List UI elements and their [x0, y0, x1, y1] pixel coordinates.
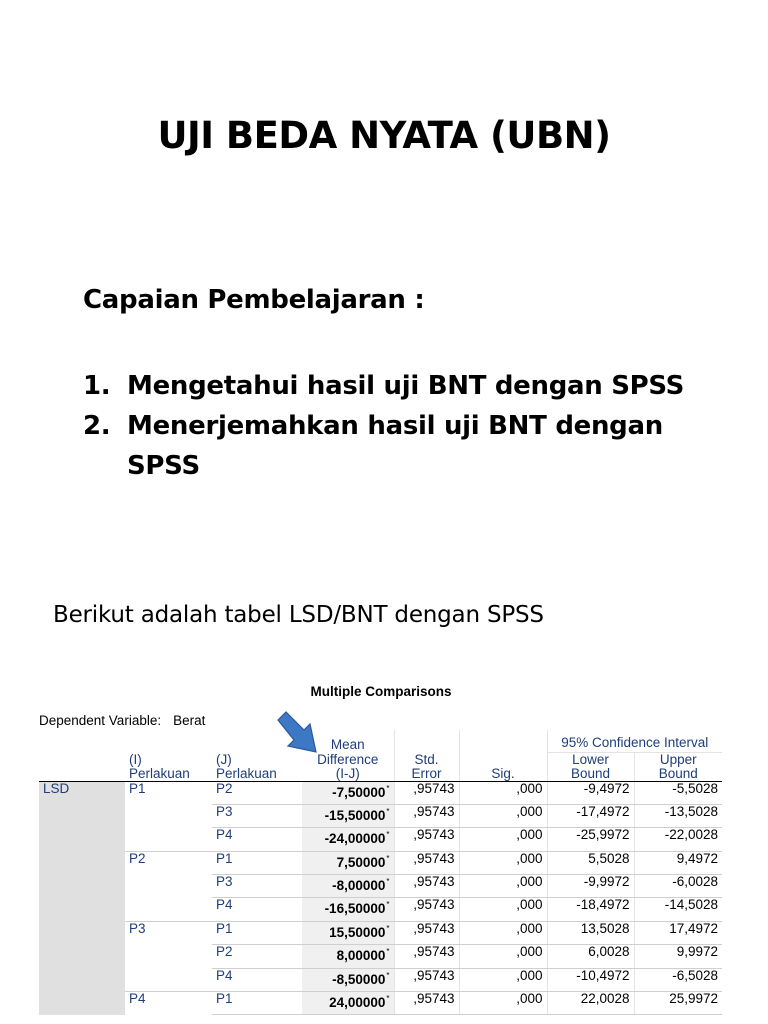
- table-row: [39, 781, 722, 804]
- table-title: [0, 684, 768, 699]
- perlakuan-j-cell: [212, 921, 302, 944]
- header-cell: [39, 730, 125, 752]
- header-j-2: Perlakuan: [212, 767, 302, 782]
- header-cell: [39, 767, 125, 782]
- mean-difference-cell-value: -8,50000: [332, 971, 386, 987]
- table-row: [39, 968, 722, 991]
- significance-marker: *: [386, 830, 390, 840]
- sig-cell: [459, 968, 547, 991]
- lower-bound-cell: [547, 851, 634, 874]
- upper-bound-cell-value: -13,5028: [664, 804, 718, 819]
- sig-cell: [459, 875, 547, 898]
- sig-cell-value: ,000: [516, 968, 543, 983]
- lower-bound-cell: [547, 921, 634, 944]
- upper-bound-cell: [634, 781, 722, 804]
- header-confidence-interval: 95% Confidence Interval: [547, 730, 722, 752]
- significance-marker: *: [386, 900, 390, 910]
- std-error-cell-value: ,95743: [413, 851, 455, 866]
- lower-bound-cell: [547, 804, 634, 827]
- sig-cell-value: ,000: [516, 991, 543, 1007]
- significance-marker: *: [386, 923, 390, 933]
- table-row: [39, 992, 722, 1015]
- upper-bound-cell: [634, 828, 722, 851]
- lower-bound-cell-value: 22,0028: [580, 991, 630, 1007]
- header-i-1: (I): [129, 752, 142, 767]
- sig-cell: [459, 898, 547, 921]
- method-cell: [39, 875, 125, 898]
- lower-bound-cell: [547, 875, 634, 898]
- std-error-cell-value: ,95743: [413, 991, 455, 1007]
- sig-cell: [459, 945, 547, 968]
- upper-bound-cell-value: -6,0028: [672, 874, 718, 890]
- upper-bound-cell-value: -22,0028: [664, 827, 718, 843]
- lower-bound-cell: [547, 945, 634, 968]
- sig-cell-value: ,000: [516, 851, 543, 866]
- perlakuan-j-cell-value: P1: [216, 921, 233, 936]
- dependent-variable-label: Dependent Variable:: [39, 713, 162, 728]
- perlakuan-j-cell: [212, 992, 302, 1015]
- upper-bound-cell: [634, 851, 722, 874]
- perlakuan-j-cell-value: P4: [216, 827, 233, 843]
- perlakuan-j-cell: [212, 875, 302, 898]
- header-cell: [212, 730, 302, 752]
- mean-difference-cell-value: -15,50000: [324, 807, 386, 823]
- method-cell: [39, 898, 125, 921]
- lower-bound-cell: [547, 992, 634, 1015]
- sig-cell-value: ,000: [516, 897, 543, 913]
- sig-cell: [459, 921, 547, 944]
- std-error-cell: [394, 804, 459, 827]
- perlakuan-j-cell-value: P4: [216, 897, 233, 913]
- mean-difference-cell-value: 7,50000: [336, 854, 386, 870]
- table-intro-text: Berikut adalah tabel LSD/BNT dengan SPSS: [53, 602, 544, 628]
- header-mean-difference-2: Difference: [317, 752, 379, 767]
- mean-difference-cell: [302, 828, 394, 851]
- std-error-cell: [394, 968, 459, 991]
- upper-bound-cell: [634, 968, 722, 991]
- upper-bound-cell-value: 17,4972: [669, 921, 718, 936]
- perlakuan-j-cell-value: P2: [216, 944, 233, 960]
- std-error-cell-value: ,95743: [413, 921, 455, 936]
- upper-bound-cell-value: 25,9972: [669, 991, 718, 1007]
- std-error-cell-value: ,95743: [413, 897, 455, 913]
- sig-cell: [459, 992, 547, 1015]
- sig-cell: [459, 804, 547, 827]
- upper-bound-cell-value: 9,4972: [676, 851, 718, 866]
- perlakuan-j-cell: [212, 828, 302, 851]
- upper-bound-cell: [634, 992, 722, 1015]
- perlakuan-i-cell: [125, 968, 212, 991]
- mean-difference-cell: [302, 851, 394, 874]
- perlakuan-j-cell-value: P2: [216, 781, 233, 796]
- mean-difference-cell: [302, 875, 394, 898]
- perlakuan-j-cell-value: P1: [216, 851, 233, 866]
- perlakuan-i-cell: [125, 875, 212, 898]
- sig-cell: [459, 828, 547, 851]
- table-row: [39, 945, 722, 968]
- std-error-cell: [394, 828, 459, 851]
- slide-title: UJI BEDA NYATA (UBN): [157, 114, 611, 157]
- learning-outcome-text: Menerjemahkan hasil uji BNT dengan SPSS: [127, 411, 663, 481]
- std-error-cell: [394, 898, 459, 921]
- significance-marker: *: [386, 853, 390, 863]
- significance-marker: *: [386, 970, 390, 980]
- header-cell: [459, 730, 547, 752]
- lower-bound-cell-value: -18,4972: [576, 897, 630, 913]
- significance-marker: *: [386, 806, 390, 816]
- upper-bound-cell: [634, 945, 722, 968]
- table-row: [39, 828, 722, 851]
- perlakuan-i-cell: [125, 828, 212, 851]
- std-error-cell: [394, 851, 459, 874]
- sig-cell-value: ,000: [516, 921, 543, 936]
- lower-bound-cell-value: 6,0028: [588, 944, 630, 960]
- header-row: [39, 730, 722, 752]
- mean-difference-cell: [302, 781, 394, 804]
- perlakuan-j-cell: [212, 945, 302, 968]
- upper-bound-cell: [634, 921, 722, 944]
- upper-bound-cell-value: -6,5028: [672, 968, 718, 983]
- mean-difference-cell: [302, 921, 394, 944]
- std-error-cell: [394, 945, 459, 968]
- upper-bound-cell: [634, 875, 722, 898]
- header-upper-2: Bound: [634, 767, 722, 782]
- header-lower-2: Bound: [547, 767, 634, 782]
- perlakuan-i-cell: [125, 851, 212, 874]
- perlakuan-i-cell: [125, 992, 212, 1015]
- std-error-cell-value: ,95743: [413, 968, 455, 983]
- sig-cell: [459, 781, 547, 804]
- mean-difference-cell-value: 15,50000: [329, 924, 386, 940]
- sig-cell-value: ,000: [516, 874, 543, 890]
- std-error-cell-value: ,95743: [413, 874, 455, 890]
- header-row: [39, 752, 722, 767]
- learning-outcome-item: [83, 406, 723, 486]
- table-row: [39, 804, 722, 827]
- method-cell: [39, 968, 125, 991]
- perlakuan-j-cell: [212, 968, 302, 991]
- lower-bound-cell-value: -9,4972: [583, 781, 630, 796]
- perlakuan-j-cell: [212, 851, 302, 874]
- perlakuan-j-cell-value: P4: [216, 968, 233, 983]
- learning-outcome-number: 1.: [83, 371, 111, 401]
- lower-bound-cell: [547, 968, 634, 991]
- perlakuan-i-cell-value: P2: [129, 851, 146, 866]
- table-row: [39, 921, 722, 944]
- header-sig: Sig.: [459, 767, 547, 782]
- perlakuan-i-cell-value: P1: [129, 781, 146, 796]
- mean-difference-cell: [302, 804, 394, 827]
- method-cell: [39, 804, 125, 827]
- mean-difference-cell-value: 8,00000: [336, 948, 386, 964]
- dependent-variable-value: Berat: [173, 713, 206, 728]
- perlakuan-i-cell: [125, 945, 212, 968]
- lower-bound-cell: [547, 898, 634, 921]
- mean-difference-cell-value: 24,00000: [329, 995, 386, 1011]
- perlakuan-i-cell: [125, 804, 212, 827]
- significance-marker: *: [386, 947, 390, 957]
- std-error-cell-value: ,95743: [413, 944, 455, 960]
- learning-outcome-number: 2.: [83, 411, 111, 441]
- learning-outcomes-list: [83, 366, 723, 486]
- method-cell: [39, 945, 125, 968]
- perlakuan-j-cell: [212, 804, 302, 827]
- perlakuan-i-cell-value: P3: [129, 921, 146, 936]
- header-i-2: Perlakuan: [125, 767, 212, 782]
- perlakuan-i-cell: [125, 781, 212, 804]
- mean-difference-cell-value: -16,50000: [324, 901, 386, 917]
- learning-outcomes-heading: Capaian Pembelajaran :: [83, 285, 425, 315]
- perlakuan-j-cell-value: P3: [216, 804, 233, 819]
- sig-cell: [459, 851, 547, 874]
- lower-bound-cell-value: -17,4972: [576, 804, 630, 819]
- header-cell: [394, 730, 459, 752]
- std-error-cell-value: ,95743: [413, 827, 455, 843]
- header-row: [39, 767, 722, 782]
- mean-difference-cell-value: -8,00000: [332, 878, 386, 894]
- method-cell-value: LSD: [43, 781, 70, 796]
- table-body: [39, 781, 722, 1015]
- method-cell: [39, 921, 125, 944]
- mean-difference-cell: [302, 898, 394, 921]
- table-row: [39, 875, 722, 898]
- std-error-cell: [394, 875, 459, 898]
- perlakuan-j-cell: [212, 898, 302, 921]
- lower-bound-cell: [547, 781, 634, 804]
- table-row: [39, 851, 722, 874]
- header-mean-difference-1: Mean: [330, 737, 365, 752]
- dependent-variable: [39, 713, 205, 728]
- header-std-error-2: Error: [394, 767, 459, 782]
- perlakuan-i-cell: [125, 898, 212, 921]
- table-row: [39, 898, 722, 921]
- header-j-1: (J): [216, 752, 232, 767]
- perlakuan-i-cell-value: P4: [129, 991, 146, 1007]
- perlakuan-j-cell-value: P3: [216, 874, 233, 890]
- mean-difference-cell: [302, 968, 394, 991]
- table-title-text: Multiple Comparisons: [310, 684, 452, 699]
- std-error-cell: [394, 921, 459, 944]
- method-cell: [39, 781, 125, 804]
- header-upper-1: Upper: [634, 752, 722, 767]
- header-cell: [459, 752, 547, 767]
- std-error-cell-value: ,95743: [413, 804, 455, 819]
- std-error-cell: [394, 992, 459, 1015]
- lower-bound-cell-value: -10,4972: [576, 968, 630, 983]
- perlakuan-j-cell: [212, 781, 302, 804]
- mean-difference-cell: [302, 992, 394, 1015]
- significance-marker: *: [386, 994, 390, 1004]
- header-cell: [39, 752, 125, 767]
- method-cell: [39, 851, 125, 874]
- method-cell: [39, 992, 125, 1015]
- perlakuan-j-cell-value: P1: [216, 991, 233, 1007]
- header-lower-1: Lower: [547, 752, 634, 767]
- lower-bound-cell-value: 5,5028: [588, 851, 630, 866]
- header-std-error-1: Std.: [394, 752, 459, 767]
- lower-bound-cell: [547, 828, 634, 851]
- significance-marker: *: [386, 877, 390, 887]
- header-mean-difference-3: (I-J): [302, 767, 394, 782]
- multiple-comparisons-table: [39, 730, 722, 1015]
- lower-bound-cell-value: 13,5028: [580, 921, 630, 936]
- std-error-cell-value: ,95743: [413, 781, 455, 796]
- upper-bound-cell-value: -5,5028: [672, 781, 718, 796]
- upper-bound-cell: [634, 898, 722, 921]
- significance-marker: *: [386, 783, 390, 793]
- learning-outcome-text: Mengetahui hasil uji BNT dengan SPSS: [127, 371, 685, 401]
- upper-bound-cell-value: 9,9972: [676, 944, 718, 960]
- mean-difference-cell-value: -24,00000: [324, 831, 386, 847]
- mean-difference-cell: [302, 945, 394, 968]
- sig-cell-value: ,000: [516, 827, 543, 843]
- sig-cell-value: ,000: [516, 804, 543, 819]
- method-cell: [39, 828, 125, 851]
- perlakuan-i-cell: [125, 921, 212, 944]
- sig-cell-value: ,000: [516, 781, 543, 796]
- upper-bound-cell-value: -14,5028: [664, 897, 718, 913]
- upper-bound-cell: [634, 804, 722, 827]
- mean-difference-cell-value: -7,50000: [332, 784, 386, 800]
- lower-bound-cell-value: -25,9972: [576, 827, 630, 843]
- lower-bound-cell-value: -9,9972: [583, 874, 630, 890]
- header-cell: [125, 730, 212, 752]
- std-error-cell: [394, 781, 459, 804]
- sig-cell-value: ,000: [516, 944, 543, 960]
- learning-outcome-item: [83, 366, 723, 406]
